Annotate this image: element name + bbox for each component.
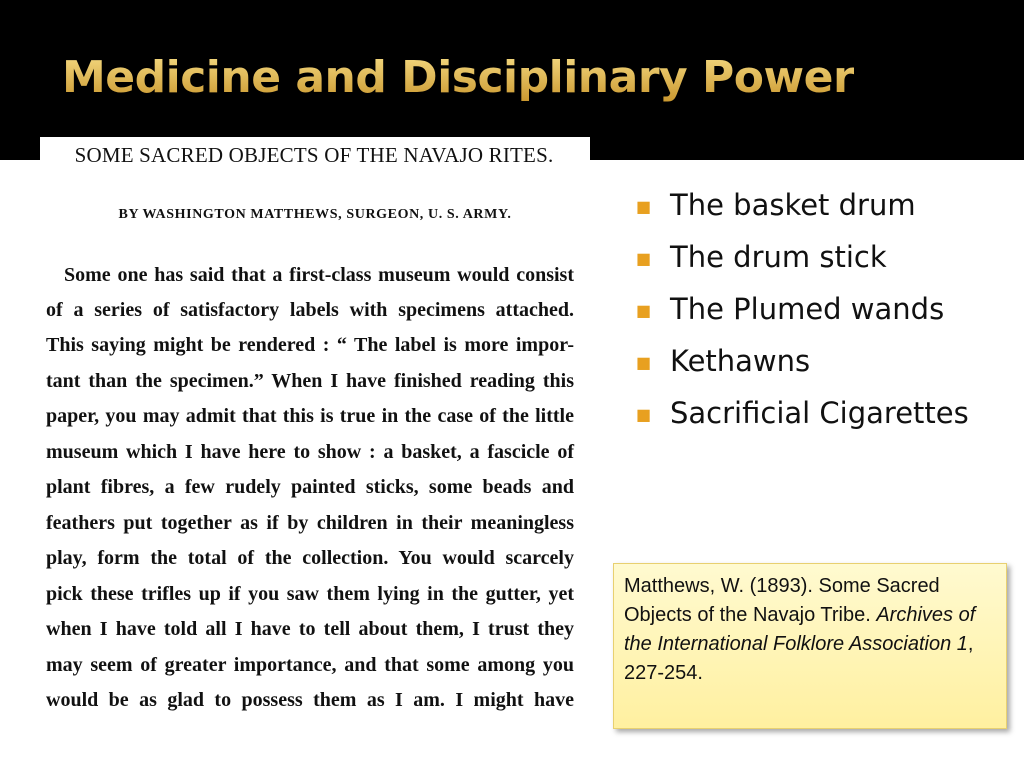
slide-title: Medicine and Disciplinary Power [62, 52, 855, 103]
citation-box [613, 563, 1007, 729]
article-byline: BY WASHINGTON MATTHEWS, SURGEON, U. S. ARMY. [118, 207, 512, 222]
bullet-item [636, 240, 1006, 275]
bullet-item [636, 188, 1006, 223]
bullet-text: Kethawns [670, 344, 811, 378]
article-line: pick these trifles up if you saw them lying in the gutter, yet [46, 583, 574, 605]
bullet-text: Sacrificial Cigarettes [670, 396, 969, 430]
bullet-item [636, 344, 1006, 379]
square-bullet-icon: ■ [636, 301, 652, 320]
article-heading: SOME SACRED OBJECTS OF THE NAVAJO RITES. [74, 143, 554, 167]
citation-pages: , 227-254. [624, 633, 974, 684]
article-line: This saying might be rendered : “ The label is more impor- [46, 334, 574, 356]
bullet-text: The basket drum [670, 188, 916, 222]
citation-journal: Archives of the International Folklore Association 1 [624, 604, 976, 655]
scanned-article-image [40, 137, 590, 720]
article-line: museum which I have here to show : a basket, a fascicle of [46, 441, 574, 463]
article-line: of a series of satisfactory labels with specimens attached. [46, 299, 574, 321]
article-line: may seem of greater importance, and that some among you [46, 654, 574, 676]
article-line: Some one has said that a first-class museum would consist [64, 264, 574, 286]
article-line: play, form the total of the collection. You would scarcely [46, 547, 574, 569]
article-line: when I have told all I have to tell about them, I trust they [46, 618, 574, 640]
bullet-list [636, 188, 1006, 448]
citation-text: Matthews, W. (1893). Some Sacred Objects of the Navajo Tribe. [624, 575, 940, 626]
square-bullet-icon: ■ [636, 197, 652, 216]
square-bullet-icon: ■ [636, 405, 652, 424]
article-line: paper, you may admit that this is true in the case of the little [46, 405, 574, 427]
square-bullet-icon: ■ [636, 249, 652, 268]
article-line: plant fibres, a few rudely painted sticks, some beads and [46, 476, 574, 498]
bullet-item [636, 396, 1006, 431]
bullet-text: The Plumed wands [670, 292, 945, 326]
bullet-text: The drum stick [670, 240, 887, 274]
square-bullet-icon: ■ [636, 353, 652, 372]
article-line: would be as glad to possess them as I am. I might have [46, 689, 574, 711]
article-line: tant than the specimen.” When I have finished reading this [46, 370, 574, 392]
article-line: feathers put together as if by children in their meaningless [46, 512, 574, 534]
bullet-item [636, 292, 1006, 327]
